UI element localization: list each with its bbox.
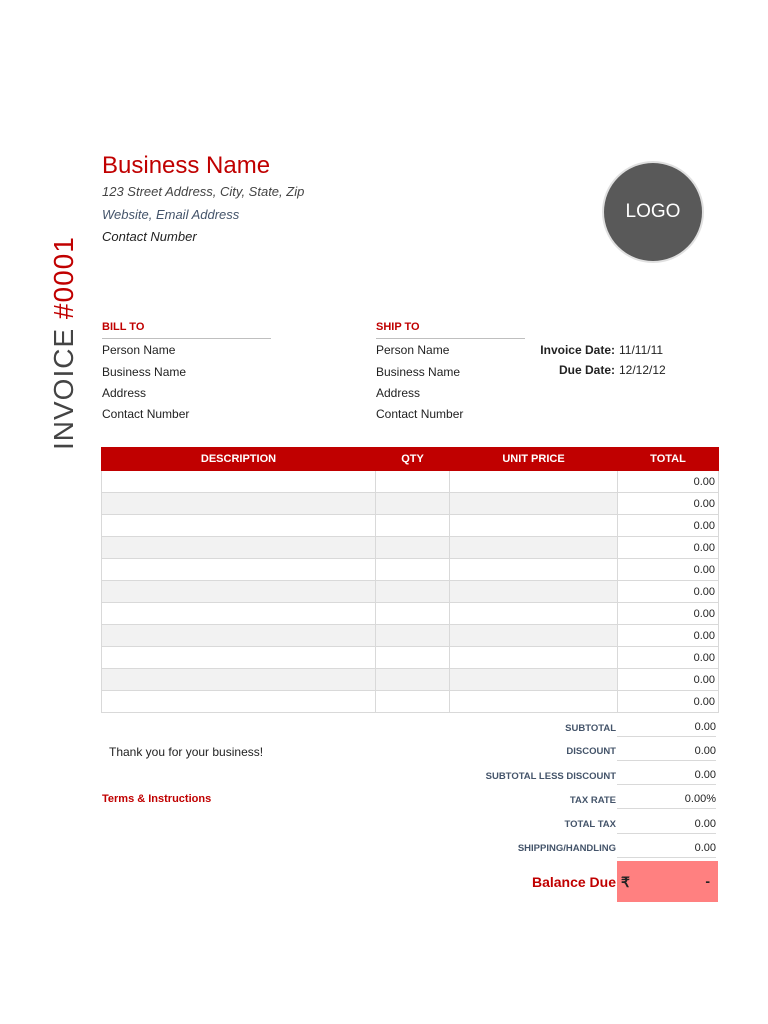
invoice-date-value: 11/11/11 <box>619 343 664 357</box>
shipping-handling-label: SHIPPING/HANDLING <box>517 843 616 854</box>
ship-to-divider <box>376 338 525 339</box>
table-row <box>102 559 719 581</box>
table-row <box>102 537 719 559</box>
unit-price-cell[interactable] <box>450 691 618 713</box>
qty-cell[interactable] <box>376 559 450 581</box>
total-tax-value: 0.00 <box>617 818 716 834</box>
unit-price-cell[interactable] <box>450 625 618 647</box>
total-cell: 0.00 <box>618 647 719 669</box>
bill-to-address: Address <box>102 386 147 400</box>
qty-cell[interactable] <box>376 669 450 691</box>
description-cell[interactable] <box>102 559 376 581</box>
table-row <box>102 581 719 603</box>
table-row <box>102 625 719 647</box>
balance-due-label: Balance Due <box>531 874 616 890</box>
qty-cell[interactable] <box>376 647 450 669</box>
terms-instructions-label: Terms & Instructions <box>102 793 212 805</box>
business-contact: Contact Number <box>102 229 197 244</box>
logo-placeholder <box>604 163 702 261</box>
qty-cell[interactable] <box>376 471 450 493</box>
table-row <box>102 515 719 537</box>
subtotal-label: SUBTOTAL <box>565 723 616 734</box>
description-cell[interactable] <box>102 537 376 559</box>
qty-cell[interactable] <box>376 515 450 537</box>
description-cell[interactable] <box>102 669 376 691</box>
table-row <box>102 669 719 691</box>
description-cell[interactable] <box>102 691 376 713</box>
total-cell: 0.00 <box>618 493 719 515</box>
logo-text: LOGO <box>625 201 681 222</box>
ship-to-label: SHIP TO <box>376 321 420 333</box>
unit-price-cell[interactable] <box>450 537 618 559</box>
qty-cell[interactable] <box>376 493 450 515</box>
business-web-email: Website, Email Address <box>102 207 240 222</box>
discount-value[interactable]: 0.00 <box>617 745 716 761</box>
total-cell: 0.00 <box>618 603 719 625</box>
description-cell[interactable] <box>102 647 376 669</box>
description-cell[interactable] <box>102 471 376 493</box>
unit-price-cell[interactable] <box>450 493 618 515</box>
total-cell: 0.00 <box>618 625 719 647</box>
business-address: 123 Street Address, City, State, Zip <box>102 184 305 199</box>
total-cell: 0.00 <box>618 471 719 493</box>
invoice-number: #0001 <box>48 236 79 320</box>
total-cell: 0.00 <box>618 559 719 581</box>
qty-cell[interactable] <box>376 603 450 625</box>
unit-price-cell[interactable] <box>450 603 618 625</box>
balance-due-value: - <box>705 873 710 889</box>
column-header-description: DESCRIPTION <box>102 448 376 471</box>
table-row <box>102 603 719 625</box>
total-cell: 0.00 <box>618 537 719 559</box>
unit-price-cell[interactable] <box>450 559 618 581</box>
column-header-qty: QTY <box>376 448 450 471</box>
shipping-handling-value[interactable]: 0.00 <box>617 842 716 858</box>
qty-cell[interactable] <box>376 625 450 647</box>
bill-to-business: Business Name <box>102 365 187 379</box>
column-header-unit-price: UNIT PRICE <box>450 448 618 471</box>
invoice-date-label: Invoice Date: <box>540 343 615 357</box>
table-header-row <box>102 448 719 471</box>
total-cell: 0.00 <box>618 515 719 537</box>
total-cell: 0.00 <box>618 691 719 713</box>
description-cell[interactable] <box>102 493 376 515</box>
bill-to-contact: Contact Number <box>102 407 190 421</box>
column-header-total: TOTAL <box>618 448 719 471</box>
due-date-value: 12/12/12 <box>619 363 666 377</box>
total-tax-label: TOTAL TAX <box>564 819 616 830</box>
qty-cell[interactable] <box>376 581 450 603</box>
ship-to-person: Person Name <box>376 343 450 357</box>
business-name: Business Name <box>102 152 271 179</box>
description-cell[interactable] <box>102 515 376 537</box>
invoice-word: INVOICE <box>48 327 79 450</box>
ship-to-address: Address <box>376 386 421 400</box>
ship-to-contact: Contact Number <box>376 407 464 421</box>
bill-to-divider <box>102 338 271 339</box>
thank-you-note: Thank you for your business! <box>109 745 264 759</box>
qty-cell[interactable] <box>376 537 450 559</box>
table-row <box>102 647 719 669</box>
table-row <box>102 493 719 515</box>
invoice-title <box>48 236 80 450</box>
subtotal-value: 0.00 <box>617 721 716 737</box>
tax-rate-label: TAX RATE <box>569 795 616 806</box>
unit-price-cell[interactable] <box>450 515 618 537</box>
unit-price-cell[interactable] <box>450 647 618 669</box>
due-date-label: Due Date: <box>558 363 615 377</box>
subtotal-less-discount-value: 0.00 <box>617 769 716 785</box>
table-row <box>102 691 719 713</box>
discount-label: DISCOUNT <box>566 746 616 757</box>
bill-to-person: Person Name <box>102 343 176 357</box>
total-cell: 0.00 <box>618 581 719 603</box>
unit-price-cell[interactable] <box>450 471 618 493</box>
line-items-table <box>101 447 719 713</box>
unit-price-cell[interactable] <box>450 581 618 603</box>
table-row <box>102 471 719 493</box>
description-cell[interactable] <box>102 625 376 647</box>
rupee-symbol: ₹ <box>621 874 630 890</box>
description-cell[interactable] <box>102 581 376 603</box>
tax-rate-value[interactable]: 0.00% <box>617 793 716 809</box>
subtotal-less-discount-label: SUBTOTAL LESS DISCOUNT <box>485 771 616 782</box>
ship-to-business: Business Name <box>376 365 461 379</box>
total-cell: 0.00 <box>618 669 719 691</box>
description-cell[interactable] <box>102 603 376 625</box>
bill-to-label: BILL TO <box>102 321 145 333</box>
unit-price-cell[interactable] <box>450 669 618 691</box>
qty-cell[interactable] <box>376 691 450 713</box>
